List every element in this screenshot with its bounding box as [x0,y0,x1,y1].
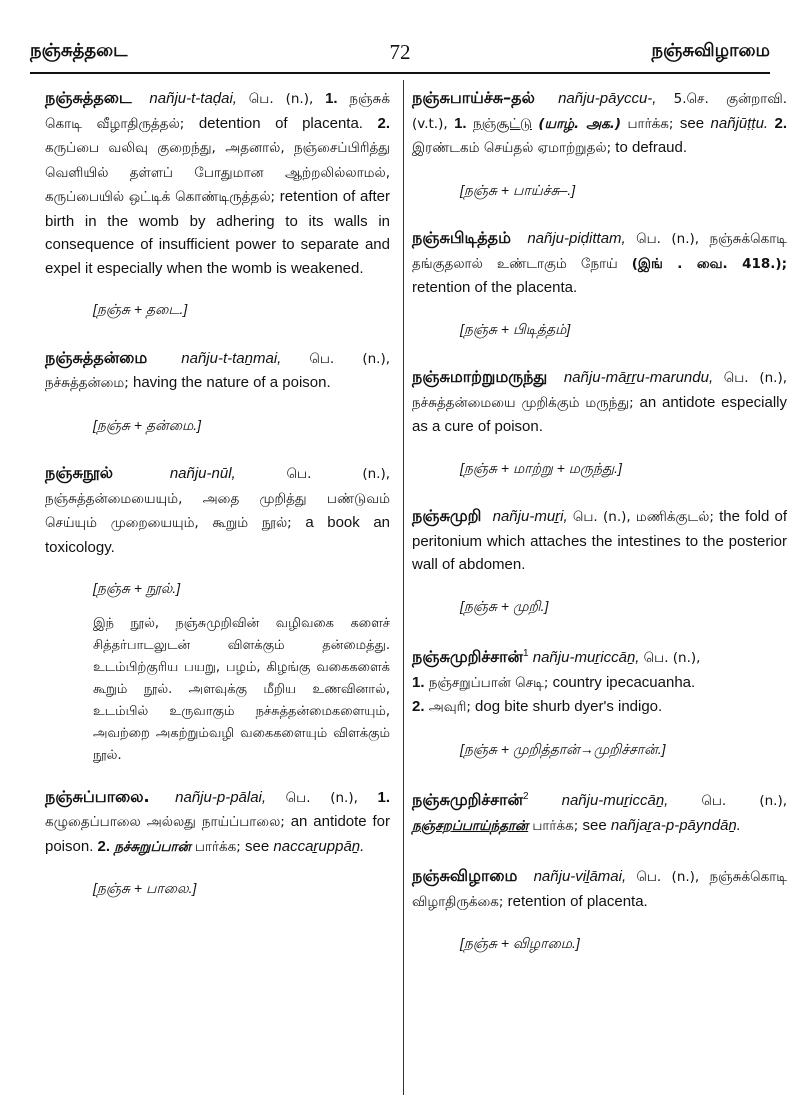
homonym-number: 2 [523,791,529,802]
sense-tamil: பார்க்க; [627,115,674,132]
etymology: [நஞ்சு + தடை.] [93,301,188,317]
entry-translit: nañju-muṟiccāṉ, [561,792,669,809]
entry-gram: பெ. (n.), [636,231,700,247]
sense-tamil: பார்க்க; [194,838,241,855]
entry [45,346,390,396]
sense-english: an antidote for poison. [45,813,391,855]
sense-tamil: நச்சுத்தன்மை; [45,375,129,391]
sense-number: 2. [377,114,391,132]
sense-number: 1. [377,788,390,806]
entry-headword: நஞ்சுபாய்ச்சு–தல் [412,88,535,107]
entry-translit: nañju-t-taḍai, [149,90,237,107]
sense-english: see [245,837,270,855]
cross-ref-headword: நச்சுறுப்பான் [114,838,191,855]
entry-headword: நஞ்சுத்தடை [45,88,132,107]
entry-gram: பெ. (n.), [248,91,314,107]
sense-tamil: மணிக்குடல்; [635,509,714,525]
entry [412,365,787,439]
sense-english: a book an toxicology. [45,514,391,556]
running-head-right: நஞ்சுவிழாமை [651,40,770,61]
entry-translit: nañju-māṟṟu-marundu, [563,369,714,386]
etymology: [நஞ்சு + மாற்று + மருந்து.] [460,459,622,476]
entry [412,785,787,838]
sense-number: 2. [412,698,425,715]
entry-headword: நஞ்சுநூல் [45,463,113,482]
source-ref: (யாழ். அக.) [538,115,622,132]
sense-tamil: நஞ்சுக்கொடி தங்குதலால் உண்டாகும் நோய் [412,231,788,272]
page-header [30,40,770,70]
entry-headword: நஞ்சுமுறி [412,506,482,525]
sense-tamil: நஞ்சுக்கொடி விழாதிருக்கை; [412,869,788,910]
entry [412,226,787,300]
entry [412,504,787,577]
cross-ref-headword: நஞ்சறப்பாய்ந்தான் [412,817,529,834]
entry-translit: nañju-muṟiccāṉ, [532,649,640,666]
entry [412,86,787,161]
sense-tamil: நஞ்சுக் கொடி வீழாதிருத்தல்; [45,91,390,132]
entry-translit: nañju-pāyccu-, [558,90,657,107]
entry-headword: நஞ்சுமுறிச்சான் [412,790,524,809]
sense-tamil: நச்சுத்தன்மையை முறிக்கும் மருந்து; [412,394,634,411]
entry-gram: பெ. (n.), [309,350,391,367]
entry-note: இந் நூல், நஞ்சுமுறிவின் வழிவகை களைச் சித்தர்பாடலுடன் விளக்கும் தன்மைத்து. உடம்பிற்குரிய பயறு, பழம், கிழங்கு வகைகளைக் கூறும் நூல். அளவுக்கு மீறிய உணவினால், உடம்பில் உருவாகும் நச்சுத்தன்மைகளையும், அவற்றை அகற்றும்வழி வகைகளையும் விளக்கும் நூல். [93,615,390,763]
entry-gram: பெ. (n.), [643,650,701,666]
entry-translit: nañju-t-taṉmai, [181,349,282,367]
entry-translit: nañju-nūl, [169,465,236,482]
entry-gram: 5.செ. குன்றாவி. (v.t.), [412,91,787,132]
entry [412,642,787,720]
etymology: [நஞ்சு + பாலை.] [93,880,197,896]
sense-tamil: நஞ்சுத்தன்மையையும், அதை முறித்து பண்டுவம் செய்யும் முறையையும், கூறும் நூல்; [45,490,390,531]
sense-number: 2. [97,837,111,855]
right-column [412,86,787,980]
entry-gram: பெ. (n.), [701,793,788,809]
sense-english: having the nature of a poison. [132,374,331,391]
entry-gram: பெ. (n.), [572,509,631,525]
entry-translit: nañju-p-pālai, [175,788,267,806]
sense-english: country ipecacuanha. [552,673,696,691]
etymology: [நஞ்சு + முறி.] [460,597,549,614]
etymology: [நஞ்சு + நூல்.] [93,580,181,596]
entry-translit: nañju-muṟi, [492,508,568,525]
entry-headword: நஞ்சுத்தன்மை [45,347,148,367]
sense-english: the fold of peritonium which attaches the intestines to the posterior wall of abdomen. [412,508,788,573]
sense-english: an antidote especially as a cure of poison. [412,393,787,435]
sense-english: see [679,114,705,132]
entry-translit: nañju-piḍittam, [527,230,626,247]
cross-ref-translit: nañjaṟa-p-pāyndāṉ. [610,816,741,834]
entry [45,461,390,559]
header-rule [30,72,770,74]
homonym-number: 1 [523,648,529,659]
sense-tamil: கருப்பை வலிவு குறைந்து, அதனால், நஞ்சைப்பிரித்து வெளியில் தள்ளப் போதுமான ஆற்றலில்லாமல், கருப்பையில் ஒட்டிக் கொண்டிருத்தல்; [45,140,390,205]
sense-number: 1. [454,114,467,132]
sense-english: dog bite shurb dyer's indigo. [475,698,663,715]
entry-headword: நஞ்சுப்பாலை. [45,786,150,806]
entry [412,864,787,914]
etymology: [நஞ்சு + தன்மை.] [93,416,201,433]
sense-english: retention of placenta. [507,892,648,910]
etymology: [நஞ்சு + பாய்ச்சு–.] [460,181,576,198]
page-number: 72 [389,40,411,64]
entry-headword: நஞ்சுமாற்றுமருந்து [412,367,548,386]
entry [45,785,390,860]
sense-tamil: இரண்டகம் செய்தல் ஏமாற்றுதல்; [412,140,612,156]
sense-number: 2. [774,114,788,132]
running-head-left: நஞ்சுத்தடை [30,40,128,61]
entry-headword: நஞ்சுபிடித்தம் [412,228,511,247]
sense-tamil: அவுரி; [428,699,471,715]
entry-headword: நஞ்சுவிழாமை [412,866,518,885]
sense-number: 1. [325,90,338,107]
sense-english: retention of the placenta. [412,279,578,296]
sense-tamil: நஞ்சூட்டு [473,115,532,132]
entry-headword: நஞ்சுமுறிச்சான் [412,647,524,666]
sense-tamil: நஞ்சறுப்பான் செடி; [428,674,549,691]
sense-english: see [582,816,607,834]
left-column [45,86,390,925]
sense-number: 1. [412,673,425,691]
sense-tamil: கழுதைப்பாலை அல்லது நாய்ப்பாலை; [45,814,285,830]
sense-english: detention of placenta. [198,114,363,132]
source-ref: (இங் . வை. 418.); [631,255,787,272]
sense-english: to defraud. [615,139,688,156]
entry-gram: பெ. (n.), [723,370,788,386]
entry-gram: பெ. (n.), [285,789,358,806]
entry [45,86,390,280]
column-divider [403,80,404,1095]
cross-ref-translit: nañjūṭṭu. [710,114,769,132]
entry-gram: பெ. (n.), [286,466,391,482]
entry-gram: பெ. (n.), [636,869,700,885]
etymology: [நஞ்சு + விழாமை.] [460,935,580,951]
entry-translit: nañju-viḻāmai, [533,868,627,885]
sense-english: retention of after birth in the womb by adhering to its walls in consequence of insufficient power to separate and expel it especially when the womb is weakened. [45,188,390,277]
sense-tamil: பார்க்க; [532,817,579,834]
cross-ref-translit: naccaṟuppāṉ. [273,837,365,855]
etymology: [நஞ்சு + முறித்தான்→முறிச்சான்.] [460,740,666,757]
etymology: [நஞ்சு + பிடித்தம்] [460,320,571,337]
